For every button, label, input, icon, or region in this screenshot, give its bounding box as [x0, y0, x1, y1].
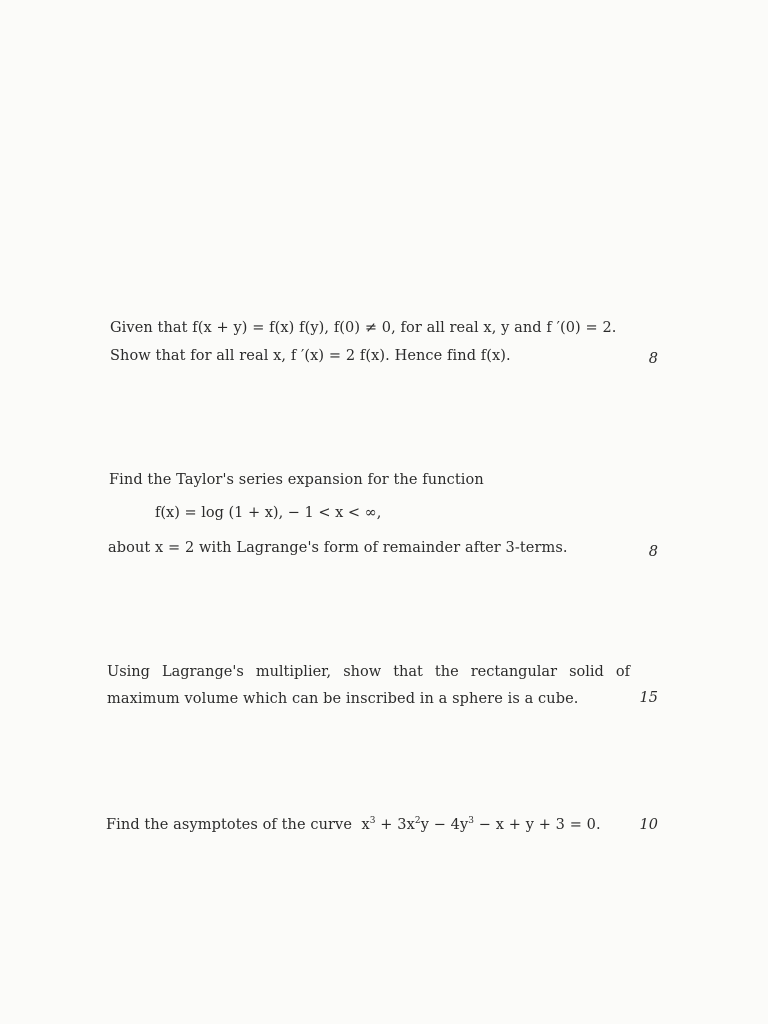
question-3-line-1: Using Lagrange's multiplier, show that the rectangular solid of	[107, 664, 630, 680]
question-1-marks: 8	[648, 351, 658, 367]
question-1-line-2: Show that for all real x, f ′(x) = 2 f(x). Hence find f(x).	[110, 348, 511, 364]
question-4-equation: $x^3 + 3x^2y - 4y^3 - x + y + 3 = 0$.	[361, 816, 601, 833]
question-1-line-1: Given that f(x + y) = f(x) f(y), f(0) ≠ 0, for all real x, y and f ′(0) = 2.	[110, 320, 617, 336]
question-4-line	[106, 817, 601, 833]
question-2-formula: f(x) = log (1 + x), − 1 < x < ∞,	[155, 505, 382, 521]
question-2-line-3: about x = 2 with Lagrange's form of remainder after 3-terms.	[108, 540, 568, 556]
question-4-marks: 10	[639, 817, 658, 833]
question-3-marks: 15	[639, 690, 658, 706]
question-4-prefix: Find the asymptotes of the curve	[106, 817, 353, 833]
question-2-marks: 8	[648, 544, 658, 560]
question-3-line-2: maximum volume which can be inscribed in a sphere is a cube.	[107, 691, 579, 707]
question-2-line-1: Find the Taylor's series expansion for the function	[109, 472, 484, 488]
